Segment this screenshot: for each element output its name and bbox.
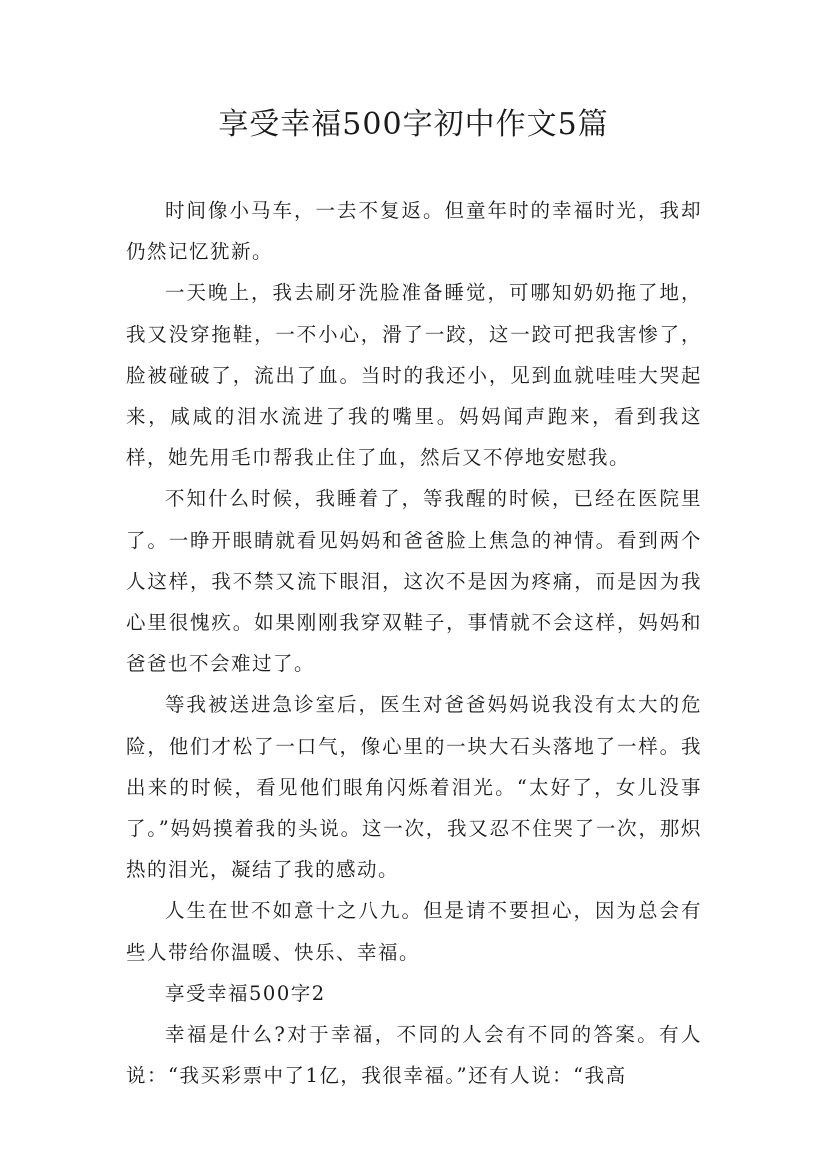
- paragraph-3: 不知什么时候，我睡着了，等我醒的时候，已经在医院里了。一睁开眼睛就看见妈妈和爸爸脸上焦急的神情。看到两个人这样，我不禁又流下眼泪，这次不是因为疼痛，而是因为我心里很愧疚。如果刚刚我穿双鞋子，事情就不会这样，妈妈和爸爸也不会难过了。: [126, 487, 702, 676]
- section-heading: 享受幸福500字2: [165, 981, 326, 1005]
- paragraph-4: 等我被送进急诊室后，医生对爸爸妈妈说我没有太大的危险，他们才松了一口气，像心里的一块大石头落地了一样。我出来的时候，看见他们眼角闪烁着泪光。“太好了，女儿没事了。”妈妈摸着我的头说。这一次，我又忍不住哭了一次，那炽热的泪光，凝结了我的感动。: [126, 693, 702, 882]
- document-body: [126, 190, 702, 1096]
- paragraph-6: 幸福是什么?对于幸福，不同的人会有不同的答案。有人说：“我买彩票中了1亿，我很幸福。”还有人说：“我高: [126, 1023, 702, 1088]
- paragraph-5: 人生在世不如意十之八九。但是请不要担心，因为总会有些人带给你温暖、快乐、幸福。: [126, 899, 702, 964]
- paragraph-1: 时间像小马车，一去不复返。但童年时的幸福时光，我却仍然记忆犹新。: [126, 199, 702, 264]
- paragraph-2: 一天晚上，我去刷牙洗脸准备睡觉，可哪知奶奶拖了地，我又没穿拖鞋，一不小心，滑了一跤，这一跤可把我害惨了，脸被碰破了，流出了血。当时的我还小，见到血就哇哇大哭起来，咸咸的泪水流进了我的嘴里。妈妈闻声跑来，看到我这样，她先用毛巾帮我止住了血，然后又不停地安慰我。: [126, 281, 702, 470]
- document-title: 享受幸福500字初中作文5篇: [218, 107, 609, 142]
